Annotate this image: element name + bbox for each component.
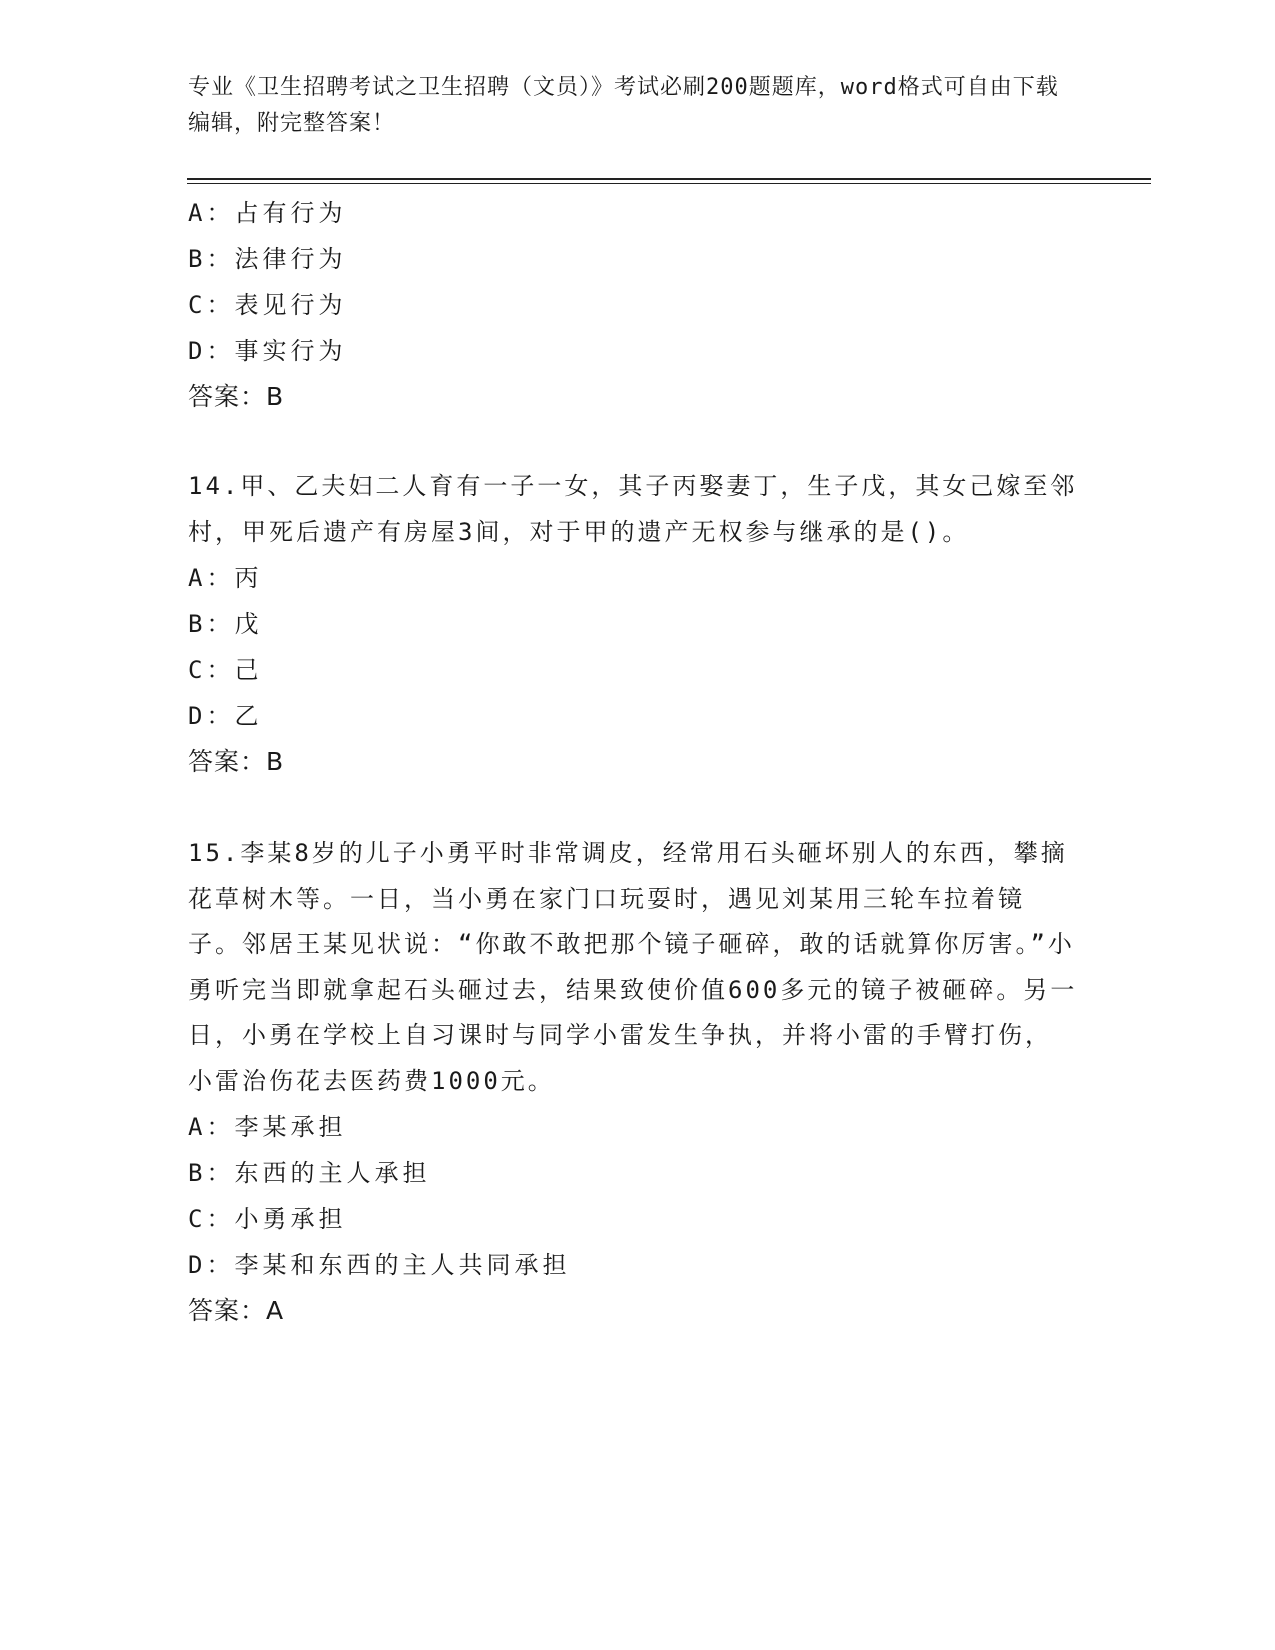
header-rule-thick (187, 178, 1151, 180)
header-rule-thin (187, 183, 1151, 184)
option-d: D：李某和东西的主人共同承担 (188, 1251, 571, 1279)
option-d: D：事实行为 (188, 337, 347, 365)
page-header: 专业《卫生招聘考试之卫生招聘（文员）》考试必刷200题题库，word格式可自由下载编辑，附完整答案！ (188, 75, 1059, 136)
option-c: C：表见行为 (188, 291, 347, 319)
option-c: C：小勇承担 (188, 1205, 347, 1233)
option-a: A：李某承担 (188, 1113, 347, 1141)
answer-line: 答案：B (188, 382, 285, 411)
option-b: B：东西的主人承担 (188, 1159, 431, 1187)
option-b: B：法律行为 (188, 245, 347, 273)
question-stem: 15.李某8岁的儿子小勇平时非常调皮，经常用石头砸坏别人的东西，攀摘花草树木等。一日，当小勇在家门口玩耍时，遇见刘某用三轮车拉着镜子。邻居王某见状说：“你敢不敢把那个镜子砸碎，敢的话就算你厉害。”小勇听完当即就拿起石头砸过去，结果致使价值600多元的镜子被砸碎。另一日，小勇在学校上自习课时与同学小雷发生争执，并将小雷的手臂打伤，小雷治伤花去医药费1000元。 (188, 839, 1078, 1095)
option-a: A：丙 (188, 564, 263, 592)
spacer (188, 420, 1088, 464)
question-stem: 14.甲、乙夫妇二人育有一子一女，其子丙娶妻丁，生子戊，其女己嫁至邻村，甲死后遗产有房屋3间，对于甲的遗产无权参与继承的是()。 (188, 472, 1078, 546)
question-list (188, 190, 1088, 1334)
answer-line: 答案：B (188, 747, 285, 776)
answer-line: 答案：A (188, 1296, 285, 1325)
option-c: C：己 (188, 656, 263, 684)
option-a: A：占有行为 (188, 199, 347, 227)
option-d: D：乙 (188, 702, 263, 730)
spacer (188, 785, 1088, 831)
question-14-block (188, 464, 1088, 785)
option-b: B：戊 (188, 610, 263, 638)
question-13-block (188, 190, 1088, 420)
question-15-block (188, 831, 1088, 1334)
